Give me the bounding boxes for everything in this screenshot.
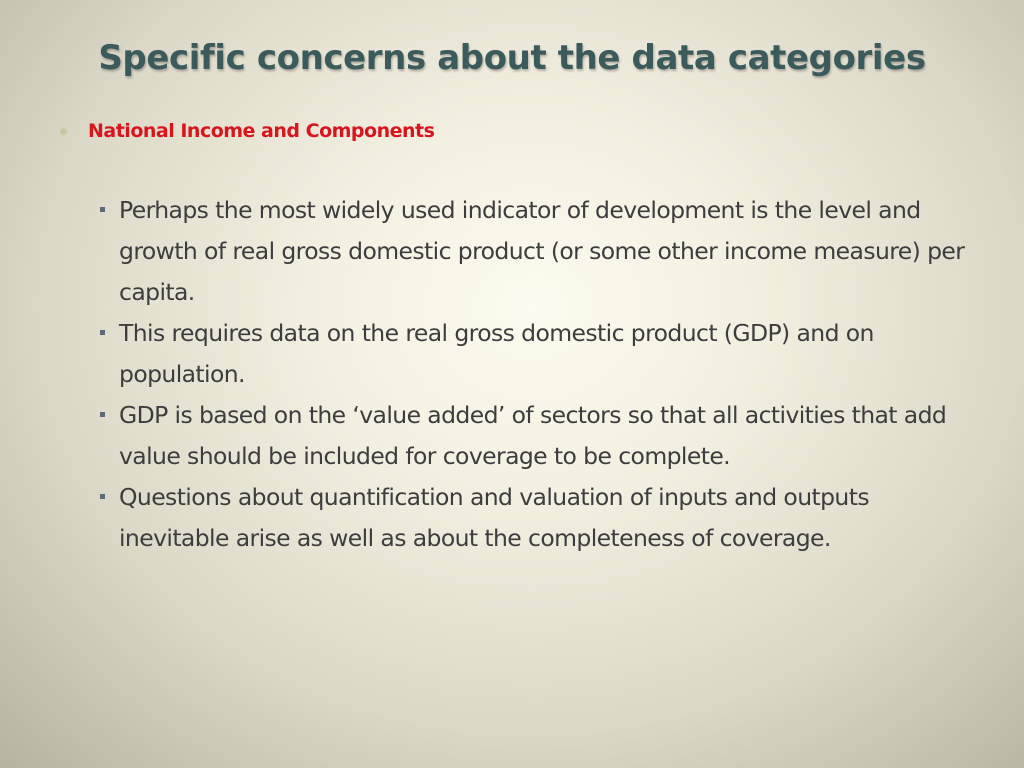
bullet-item	[96, 313, 976, 395]
bullet-dot-icon	[60, 128, 67, 135]
square-bullet-icon	[100, 207, 105, 212]
bullet-list	[96, 190, 976, 559]
square-bullet-icon	[100, 330, 105, 335]
bullet-text: This requires data on the real gross domestic product (GDP) and on population.	[119, 319, 874, 388]
bullet-item	[96, 395, 976, 477]
slide-title: Specific concerns about the data categories	[98, 38, 926, 78]
square-bullet-icon	[100, 494, 105, 499]
bullet-text: Perhaps the most widely used indicator of development is the level and growth of real gross domestic product (or some other income measure) per capita.	[119, 196, 965, 306]
bullet-text: Questions about quantification and valuation of inputs and outputs inevitable arise as well as about the completeness of coverage.	[119, 483, 869, 552]
bullet-text: GDP is based on the ‘value added’ of sectors so that all activities that add value should be included for coverage to be complete.	[119, 401, 947, 470]
bullet-item	[96, 190, 976, 313]
section-heading: National Income and Components	[88, 120, 435, 142]
bullet-item	[96, 477, 976, 559]
square-bullet-icon	[100, 412, 105, 417]
section-heading-row	[60, 120, 434, 142]
